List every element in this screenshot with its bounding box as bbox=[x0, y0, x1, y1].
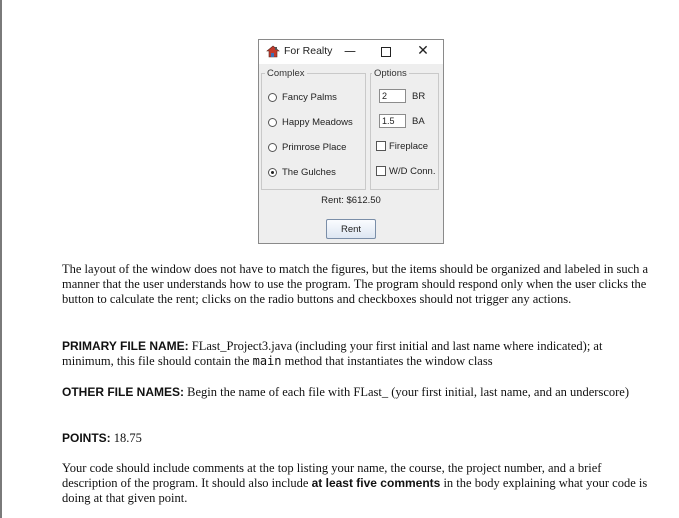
minimize-button[interactable]: — bbox=[344, 44, 356, 58]
layout-paragraph: The layout of the window does not have to match the figures, but the items should be organized and labeled in such a manner that the user understands how to use the program. The program should respond only when the user clicks the button to calculate the rent; clicks on the radio buttons and checkboxes should not trigger any actions. bbox=[62, 262, 649, 306]
bathrooms-label: BA bbox=[412, 115, 425, 127]
maximize-icon bbox=[381, 47, 391, 57]
bedrooms-label: BR bbox=[412, 90, 426, 102]
bedrooms-row bbox=[379, 88, 425, 104]
radio-circle-selected[interactable] bbox=[268, 168, 277, 177]
rent-output: Rent: $612.50 bbox=[321, 195, 381, 206]
radio-circle[interactable] bbox=[268, 93, 277, 102]
primary-file-text: FLast_Project3.java (including your first initial and last name where indicated); at minimum, this file should contain the bbox=[62, 339, 603, 368]
window-title: For Realty bbox=[284, 45, 333, 57]
other-files-paragraph bbox=[62, 385, 652, 400]
radio-label: Primrose Place bbox=[282, 141, 347, 153]
primary-file-text-end: method that instantiates the window class bbox=[281, 354, 493, 368]
main-code: main bbox=[252, 354, 282, 368]
house-icon bbox=[266, 45, 280, 58]
radio-circle[interactable] bbox=[268, 118, 277, 127]
fireplace-label: Fireplace bbox=[389, 140, 429, 152]
checkbox-box[interactable] bbox=[376, 166, 386, 176]
other-files-text: Begin the name of each file with FLast_ (your first initial, last name, and an underscore) bbox=[184, 385, 630, 399]
options-legend: Options bbox=[374, 68, 407, 79]
wd-conn-label: W/D Conn. bbox=[389, 165, 436, 177]
wd-conn-checkbox[interactable] bbox=[376, 163, 435, 179]
radio-label: Happy Meadows bbox=[282, 116, 353, 128]
other-files-label: OTHER FILE NAMES: bbox=[62, 385, 184, 399]
bathrooms-field[interactable]: 1.5 bbox=[379, 114, 406, 128]
page-left-border bbox=[0, 0, 2, 518]
rent-button[interactable]: Rent bbox=[326, 219, 376, 239]
points-value: 18.75 bbox=[110, 431, 142, 445]
radio-label: The Gulches bbox=[282, 166, 336, 178]
maximize-button[interactable] bbox=[375, 42, 397, 62]
bathrooms-row bbox=[379, 113, 425, 129]
radio-label: Fancy Palms bbox=[282, 91, 337, 103]
comments-emphasis: at least five comments bbox=[311, 476, 441, 490]
comments-text-end: in the body explaining what your code is doing at that given point. bbox=[62, 476, 648, 505]
radio-circle[interactable] bbox=[268, 143, 277, 152]
points-paragraph bbox=[62, 431, 652, 446]
primary-file-paragraph bbox=[62, 339, 652, 369]
fireplace-checkbox[interactable] bbox=[376, 138, 428, 154]
comments-text: Your code should include comments at the top listing your name, the course, the project number, and a brief description of the program. It should also include bbox=[62, 461, 602, 490]
radio-primrose-place[interactable] bbox=[268, 140, 346, 154]
checkbox-box[interactable] bbox=[376, 141, 386, 151]
complex-group bbox=[261, 68, 366, 190]
comments-paragraph bbox=[62, 461, 652, 506]
primary-file-label: PRIMARY FILE NAME: bbox=[62, 339, 189, 353]
complex-legend: Complex bbox=[267, 68, 305, 79]
realty-window bbox=[258, 39, 444, 244]
points-label: POINTS: bbox=[62, 431, 111, 445]
radio-the-gulches[interactable] bbox=[268, 165, 336, 179]
title-bar[interactable] bbox=[259, 40, 443, 64]
radio-happy-meadows[interactable] bbox=[268, 115, 353, 129]
window-content bbox=[259, 64, 443, 243]
radio-fancy-palms[interactable] bbox=[268, 90, 337, 104]
bedrooms-field[interactable]: 2 bbox=[379, 89, 406, 103]
options-group bbox=[370, 68, 439, 190]
close-button[interactable]: ✕ bbox=[417, 43, 429, 59]
